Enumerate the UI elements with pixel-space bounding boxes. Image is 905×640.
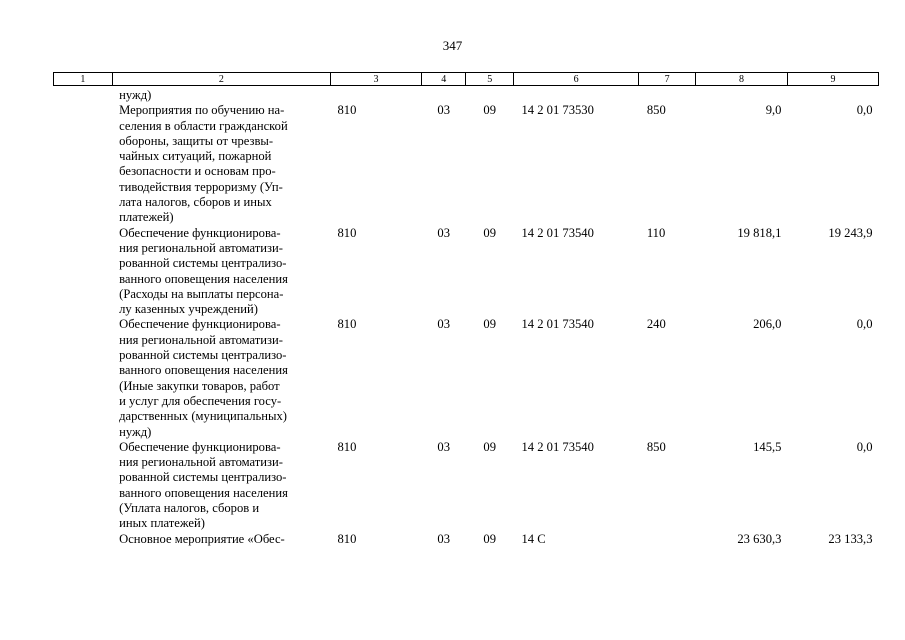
item-name-line: рованной системы централизо-: [119, 470, 287, 485]
item-name-line: ванного оповещения населения: [119, 485, 288, 500]
cell-index: [54, 440, 113, 532]
item-name-line: Обеспечение функционирова-: [119, 439, 281, 454]
item-name-line: (Расходы на выплаты персона-: [119, 286, 284, 301]
item-name-line: ния региональной автоматизи-: [119, 332, 283, 347]
cell-section: 03: [437, 531, 451, 546]
item-name-line: (Иные закупки товаров, работ: [119, 378, 280, 393]
cell-index: [54, 532, 113, 547]
cell-amount-year-1: 23 630,3: [737, 531, 782, 546]
col-header-2: 2: [112, 73, 330, 86]
cell-subsection: 09: [483, 225, 497, 240]
table-row: [54, 317, 879, 439]
cell-expense-type: 850: [646, 439, 666, 454]
item-name-line: лу казенных учреждений): [119, 302, 258, 317]
cell-expense-type: 850: [646, 103, 666, 118]
continued-text: нужд): [119, 88, 152, 102]
table-row: [54, 532, 879, 547]
table-row: [54, 226, 879, 318]
item-name-line: ванного оповещения населения: [119, 271, 288, 286]
header-row: [54, 73, 879, 86]
item-name-line: обороны, защиты от чрезвы-: [119, 133, 274, 148]
cell-target-article: 14 2 01 73540: [521, 317, 594, 332]
col-header-9: 9: [787, 73, 878, 86]
item-name-line: нужд): [119, 424, 152, 439]
cell-ministry-code: 810: [337, 225, 357, 240]
col-header-8: 8: [695, 73, 787, 86]
item-name-line: селения в области гражданской: [119, 118, 288, 133]
cell-amount-year-1: 206,0: [753, 317, 782, 332]
col-header-5: 5: [466, 73, 514, 86]
cell-ministry-code: 810: [337, 317, 357, 332]
cell-subsection: 09: [483, 531, 497, 546]
budget-table: [53, 72, 879, 547]
item-name-line: ния региональной автоматизи-: [119, 455, 283, 470]
cell-index: [54, 226, 113, 318]
col-header-7: 7: [639, 73, 696, 86]
cell-ministry-code: 810: [337, 439, 357, 454]
item-name-line: Обеспечение функционирова-: [119, 225, 281, 240]
cell-amount-year-1: 9,0: [765, 103, 782, 118]
cell-item-name: [112, 317, 330, 439]
cell-item-name: [112, 440, 330, 532]
item-name-line: платежей): [119, 210, 174, 225]
cell-expense-type: 110: [646, 225, 666, 240]
cell-amount-year-1: 19 818,1: [737, 225, 782, 240]
item-name-line: дарственных (муниципальных): [119, 409, 287, 424]
cell-target-article: 14 2 01 73540: [521, 225, 594, 240]
col-header-6: 6: [513, 73, 638, 86]
cell-ministry-code: 810: [337, 531, 357, 546]
col-header-3: 3: [331, 73, 422, 86]
cell-amount-year-2: 23 133,3: [828, 531, 873, 546]
table-row: [54, 103, 879, 225]
item-name-line: лата налогов, сборов и иных: [119, 195, 272, 210]
item-name-line: рованной системы централизо-: [119, 348, 287, 363]
item-name-line: Обеспечение функционирова-: [119, 317, 281, 332]
table-row: [54, 440, 879, 532]
item-name-line: и услуг для обеспечения госу-: [119, 393, 282, 408]
cell-target-article: 14 2 01 73530: [521, 103, 594, 118]
cell-target-article: 14 С: [521, 531, 546, 546]
cell-item-name: [112, 103, 330, 225]
cell-section: 03: [437, 103, 451, 118]
cell-amount-year-2: 0,0: [856, 439, 873, 454]
cell-index: [54, 103, 113, 225]
cell-target-article: 14 2 01 73540: [521, 439, 594, 454]
cell-section: 03: [437, 225, 451, 240]
cell-section: 03: [437, 317, 451, 332]
item-name-line: Основное мероприятие «Обес-: [119, 531, 285, 546]
item-name-line: (Уплата налогов, сборов и: [119, 501, 260, 516]
cell-subsection: 09: [483, 317, 497, 332]
cell-index: [54, 317, 113, 439]
table-row-continued: [54, 86, 879, 104]
item-name-line: безопасности и основам про-: [119, 164, 276, 179]
cell-expense-type: [639, 532, 696, 547]
cell-expense-type: 240: [646, 317, 666, 332]
cell-amount-year-2: 0,0: [856, 103, 873, 118]
cell-subsection: 09: [483, 103, 497, 118]
cell-amount-year-2: 19 243,9: [828, 225, 873, 240]
cell-item-name: [112, 532, 330, 547]
col-header-1: 1: [54, 73, 113, 86]
cell-section: 03: [437, 439, 451, 454]
cell-amount-year-1: 145,5: [753, 439, 782, 454]
cell-subsection: 09: [483, 439, 497, 454]
cell-amount-year-2: 0,0: [856, 317, 873, 332]
cell-ministry-code: 810: [337, 103, 357, 118]
cell-item-name: [112, 226, 330, 318]
item-name-line: Мероприятия по обучению на-: [119, 103, 285, 118]
item-name-line: иных платежей): [119, 516, 205, 531]
page-number: 347: [442, 38, 463, 53]
item-name-line: ния региональной автоматизи-: [119, 240, 283, 255]
item-name-line: чайных ситуаций, пожарной: [119, 149, 272, 164]
item-name-line: тиводействия терроризму (Уп-: [119, 179, 283, 194]
col-header-4: 4: [421, 73, 465, 86]
item-name-line: ванного оповещения населения: [119, 363, 288, 378]
item-name-line: рованной системы централизо-: [119, 256, 287, 271]
